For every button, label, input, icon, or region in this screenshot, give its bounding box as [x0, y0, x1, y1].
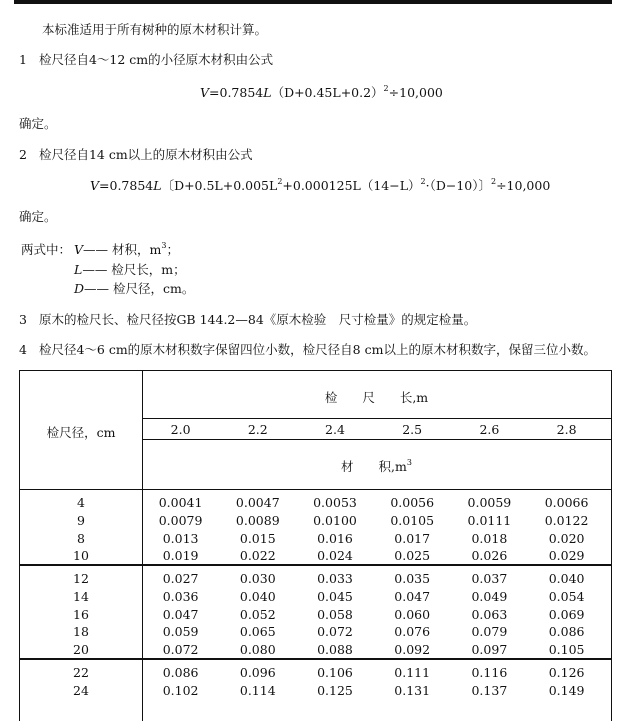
- item-3-text: 原木的检尺长、检尺径按GB 144.2—84《原木检验 尺寸检量》的规定检量。: [38, 312, 477, 327]
- volume-cell: 0.015: [239, 530, 276, 546]
- volume-cell: 0.047: [162, 606, 199, 622]
- volume-cell: 0.029: [548, 548, 585, 564]
- legend-d-symbol: D: [74, 281, 85, 296]
- formula-1-part: ÷10,000: [388, 85, 443, 100]
- volume-cell: 0.0066: [544, 495, 589, 510]
- volume-cell: 0.086: [162, 665, 199, 680]
- formula-2-part: ÷10,000: [496, 178, 551, 193]
- volume-cell: 0.0079: [158, 512, 203, 528]
- item-4: [19, 340, 596, 358]
- volume-cell: 0.054: [548, 588, 585, 604]
- volume-cell: 0.059: [162, 624, 199, 640]
- item-2-number: 2: [19, 147, 27, 162]
- volume-cell: 0.022: [239, 548, 276, 564]
- volume-cell: 0.033: [317, 571, 353, 586]
- formula-1-part: =0.7854: [209, 85, 264, 100]
- volume-cell: 0.088: [317, 642, 353, 658]
- diameter-cell: 9: [77, 512, 85, 528]
- volume-header-exp: 3: [406, 458, 412, 467]
- confirm-1: 确定。: [19, 116, 57, 131]
- item-3-number: 3: [19, 312, 27, 327]
- legend-l-symbol: L: [74, 262, 83, 277]
- volume-cell: 0.045: [317, 588, 353, 604]
- volume-cell: 0.0053: [313, 495, 357, 510]
- volume-cell: 0.024: [317, 548, 353, 564]
- length-value: 2.5: [402, 422, 423, 437]
- volume-cell: 0.069: [548, 606, 585, 622]
- volume-cell: 0.026: [471, 548, 508, 564]
- volume-cell: 0.036: [162, 588, 199, 604]
- diameter-cell: 4: [77, 495, 85, 510]
- formula-2-part: ·（D−10）〕: [425, 178, 491, 193]
- volume-cell: 0.0047: [235, 495, 280, 510]
- legend-l-text: —— 检尺长，m；: [82, 262, 186, 277]
- volume-cell: 0.016: [317, 530, 353, 546]
- volume-cell: 0.0105: [390, 512, 435, 528]
- legend-v-exp: 3: [161, 241, 167, 250]
- formula-2-part: 〔D+0.5L+0.005L: [161, 178, 278, 193]
- formula-1-v: V: [200, 85, 210, 100]
- volume-cell: 0.072: [162, 642, 199, 658]
- volume-cell: 0.019: [162, 548, 199, 564]
- volume-cell: 0.079: [471, 624, 508, 640]
- formula-2-exp: 2: [277, 177, 283, 186]
- length-value: 2.2: [247, 422, 268, 437]
- volume-cell: 0.017: [394, 530, 431, 546]
- formula-1: [200, 83, 443, 101]
- volume-cell: 0.072: [317, 624, 353, 640]
- volume-cell: 0.035: [394, 571, 431, 586]
- diameter-cell: 8: [77, 530, 85, 546]
- item-1-text: 检尺径自4～12 cm的小径原木材积由公式: [38, 52, 274, 67]
- item-3: [19, 310, 476, 328]
- volume-cell: 0.065: [239, 624, 276, 640]
- table-rule: [20, 489, 611, 490]
- volume-cell: 0.106: [317, 665, 353, 680]
- diameter-cell: 16: [73, 606, 89, 622]
- volume-cell: 0.131: [394, 682, 431, 698]
- table-rule: [142, 418, 611, 419]
- diameter-cell: 18: [73, 624, 89, 640]
- formula-2: [90, 176, 550, 194]
- volume-cell: 0.137: [471, 682, 508, 698]
- volume-cell: 0.060: [394, 606, 431, 622]
- legend-v-text: —— 材积，m: [83, 242, 162, 257]
- volume-header-text: 材 积,m: [341, 459, 407, 474]
- volume-cell: 0.149: [548, 682, 585, 698]
- volume-cell: 0.114: [239, 682, 276, 698]
- formula-2-l: L: [153, 178, 162, 193]
- legend-d-text: —— 检尺径，cm。: [84, 281, 195, 296]
- volume-cell: 0.102: [162, 682, 199, 698]
- item-2-text: 检尺径自14 cm以上的原木材积由公式: [38, 147, 253, 162]
- formula-2-v: V: [90, 178, 100, 193]
- legend-d: [74, 279, 194, 297]
- volume-cell: 0.126: [548, 665, 585, 680]
- legend-v: [74, 240, 179, 258]
- volume-cell: 0.013: [162, 530, 199, 546]
- formula-1-l: L: [263, 85, 272, 100]
- volume-cell: 0.0100: [313, 512, 357, 528]
- volume-cell: 0.0122: [544, 512, 589, 528]
- volume-cell: 0.086: [548, 624, 585, 640]
- length-value: 2.4: [325, 422, 345, 437]
- item-1: [19, 50, 273, 68]
- top-rule: [14, 0, 612, 4]
- legend-label: 两式中：: [21, 242, 72, 257]
- item-2: [19, 145, 253, 163]
- formula-2-exp: 2: [490, 177, 497, 186]
- diameter-cell: 22: [73, 665, 89, 680]
- row-header: 检尺径，cm: [46, 425, 116, 440]
- volume-cell: 0.049: [471, 588, 508, 604]
- intro-paragraph: 本标准适用于所有树种的原木材积计算。: [42, 22, 268, 37]
- volume-cell: 0.063: [471, 606, 508, 622]
- volume-cell: 0.018: [471, 530, 508, 546]
- length-value: 2.8: [556, 422, 577, 437]
- diameter-cell: 20: [73, 642, 89, 658]
- table-rule: [20, 658, 611, 660]
- table-rule: [20, 564, 611, 566]
- item-1-number: 1: [19, 52, 27, 67]
- length-value: 2.0: [170, 422, 191, 437]
- volume-cell: 0.105: [548, 642, 585, 658]
- item-4-number: 4: [19, 342, 27, 357]
- length-value: 2.6: [479, 422, 500, 437]
- volume-cell: 0.097: [471, 642, 508, 658]
- volume-cell: 0.096: [239, 665, 276, 680]
- volume-cell: 0.111: [394, 665, 431, 680]
- length-header: 检 尺 长,m: [324, 390, 429, 405]
- confirm-2: 确定。: [19, 209, 57, 224]
- volume-table: [19, 370, 612, 721]
- diameter-cell: 14: [73, 588, 89, 604]
- volume-cell: 0.040: [548, 571, 585, 586]
- formula-2-part: =0.7854: [99, 178, 154, 193]
- legend-l: [74, 260, 186, 278]
- volume-cell: 0.116: [471, 665, 508, 680]
- volume-cell: 0.0041: [158, 495, 203, 510]
- volume-header: [142, 457, 611, 475]
- volume-cell: 0.0089: [235, 512, 280, 528]
- formula-1-part: （D+0.45L+0.2）: [271, 85, 384, 100]
- volume-cell: 0.020: [548, 530, 585, 546]
- volume-cell: 0.047: [394, 588, 431, 604]
- volume-cell: 0.030: [239, 571, 276, 586]
- volume-cell: 0.0059: [467, 495, 512, 510]
- legend-v-end: ；: [166, 242, 179, 257]
- volume-cell: 0.125: [317, 682, 353, 698]
- volume-cell: 0.027: [162, 571, 199, 586]
- diameter-cell: 10: [73, 548, 89, 564]
- formula-1-exp: 2: [383, 84, 389, 93]
- volume-cell: 0.037: [471, 571, 508, 586]
- item-4-text: 检尺径4～6 cm的原木材积数字保留四位小数，检尺径自8 cm以上的原木材积数字，保留三位小数。: [38, 342, 596, 357]
- volume-cell: 0.076: [394, 624, 431, 640]
- formula-2-part: +0.000125L（14−L）: [282, 178, 421, 193]
- diameter-cell: 12: [73, 571, 89, 586]
- formula-2-exp: 2: [420, 177, 426, 186]
- volume-cell: 0.058: [317, 606, 353, 622]
- volume-cell: 0.0056: [390, 495, 435, 510]
- volume-cell: 0.025: [394, 548, 431, 564]
- volume-cell: 0.040: [239, 588, 276, 604]
- volume-cell: 0.052: [239, 606, 276, 622]
- volume-cell: 0.080: [239, 642, 276, 658]
- legend-v-symbol: V: [74, 242, 84, 257]
- table-rule: [142, 439, 611, 440]
- volume-cell: 0.092: [394, 642, 431, 658]
- diameter-cell: 24: [73, 682, 89, 698]
- volume-cell: 0.0111: [467, 512, 512, 528]
